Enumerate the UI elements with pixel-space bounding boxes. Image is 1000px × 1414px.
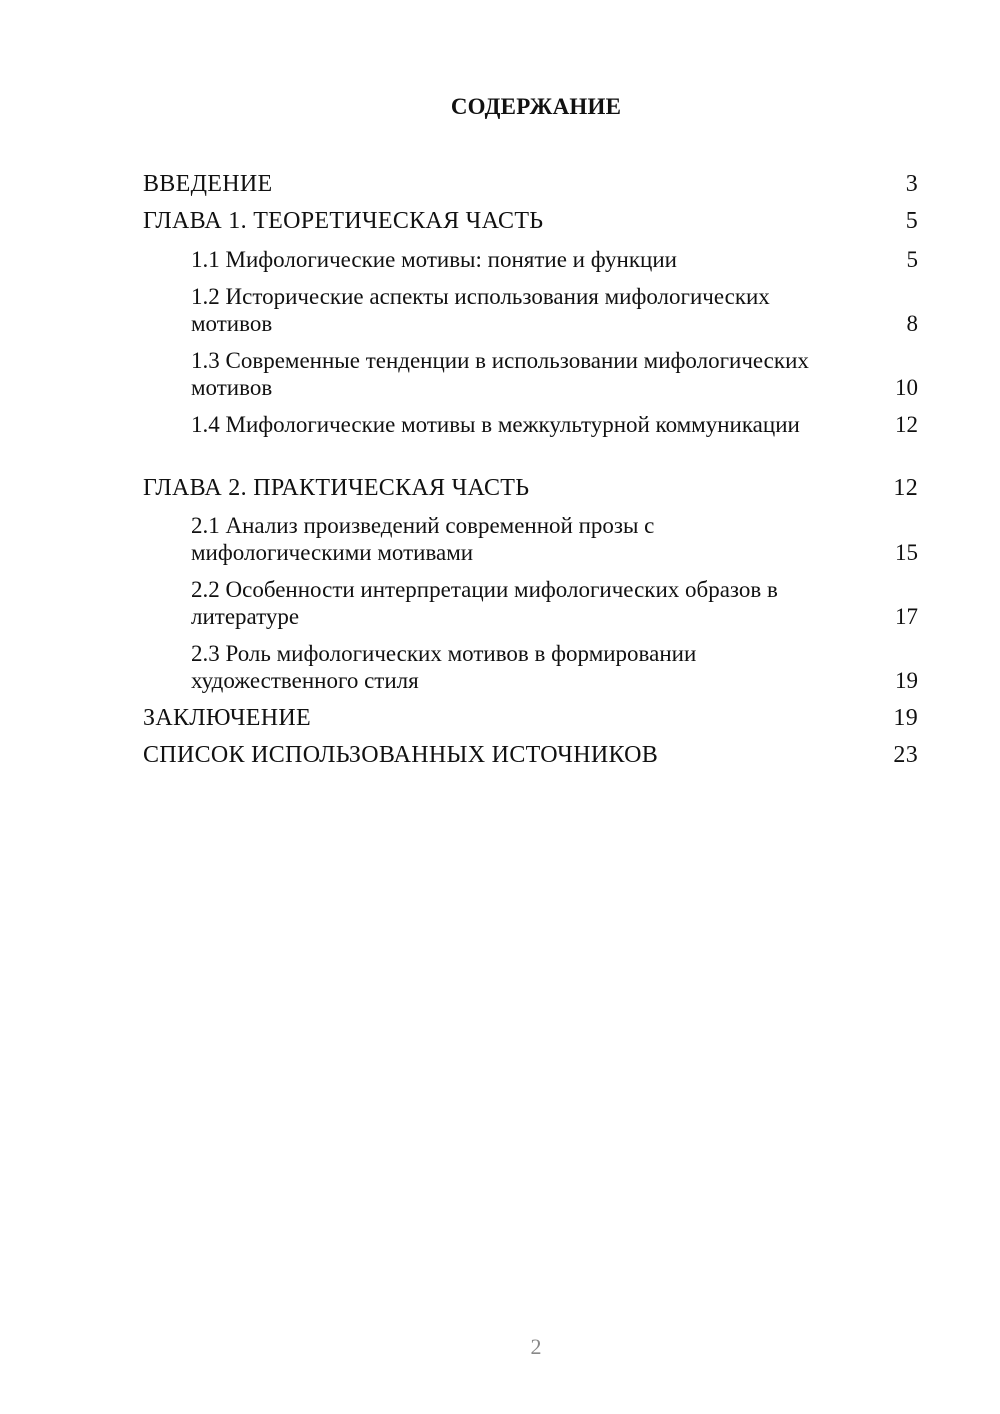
toc-entry-section-1-3[interactable] [191, 347, 918, 401]
toc-entry-title: СПИСОК ИСПОЛЬЗОВАННЫХ ИСТОЧНИКОВ [143, 742, 659, 768]
toc-entry-page: 5 [906, 247, 918, 272]
toc-entry-section-1-1[interactable] [191, 246, 918, 273]
toc-entry-conclusion[interactable] [143, 705, 918, 732]
toc-entry-page: 12 [893, 475, 918, 501]
toc-entry-title: 2.3 Роль мифологических мотивов в формировании художественного стиля [191, 641, 697, 693]
toc-entry-section-1-4[interactable] [191, 411, 918, 438]
toc-entry-page: 19 [895, 668, 918, 693]
toc-entry-title: 2.1 Анализ произведений современной прозы с мифологическими мотивами [191, 513, 655, 565]
page-title: СОДЕРЖАНИЕ [450, 94, 622, 119]
page-number: 2 [530, 1334, 542, 1359]
toc-entry-title: 1.1 Мифологические мотивы: понятие и функции [191, 247, 677, 272]
toc-entry-page: 12 [895, 412, 918, 437]
toc-entry-page: 23 [893, 742, 918, 768]
toc-entry-title: ГЛАВА 1. ТЕОРЕТИЧЕСКАЯ ЧАСТЬ [143, 208, 544, 234]
toc-entry-references[interactable] [143, 742, 918, 769]
toc-entry-page: 10 [895, 375, 918, 400]
toc-entry-title: 1.2 Исторические аспекты использования мифологических мотивов [191, 284, 770, 336]
toc-entry-section-1-2[interactable] [191, 283, 918, 337]
toc-entry-title: 2.2 Особенности интерпретации мифологических образов в литературе [191, 577, 778, 629]
toc-entry-chapter-2[interactable] [143, 475, 918, 502]
toc-entry-page: 17 [895, 604, 918, 629]
toc-entry-title: ЗАКЛЮЧЕНИЕ [143, 705, 311, 731]
toc-entry-page: 8 [906, 311, 918, 336]
toc-entry-chapter-1[interactable] [143, 208, 918, 235]
toc-entry-section-2-2[interactable] [191, 576, 918, 630]
toc-entry-title: 1.3 Современные тенденции в использовании мифологических мотивов [191, 348, 809, 400]
toc-entry-title: ВВЕДЕНИЕ [143, 171, 273, 197]
toc-entry-introduction[interactable] [143, 171, 918, 198]
toc-entry-section-2-3[interactable] [191, 640, 918, 694]
toc-entry-section-2-1[interactable] [191, 512, 918, 566]
toc-entry-title: 1.4 Мифологические мотивы в межкультурной коммуникации [191, 412, 800, 437]
toc-entry-page: 3 [905, 171, 918, 197]
toc-entry-page: 15 [895, 540, 918, 565]
toc-entry-page: 19 [893, 705, 918, 731]
toc-entry-title: ГЛАВА 2. ПРАКТИЧЕСКАЯ ЧАСТЬ [143, 475, 530, 501]
toc-entry-page: 5 [905, 208, 918, 234]
